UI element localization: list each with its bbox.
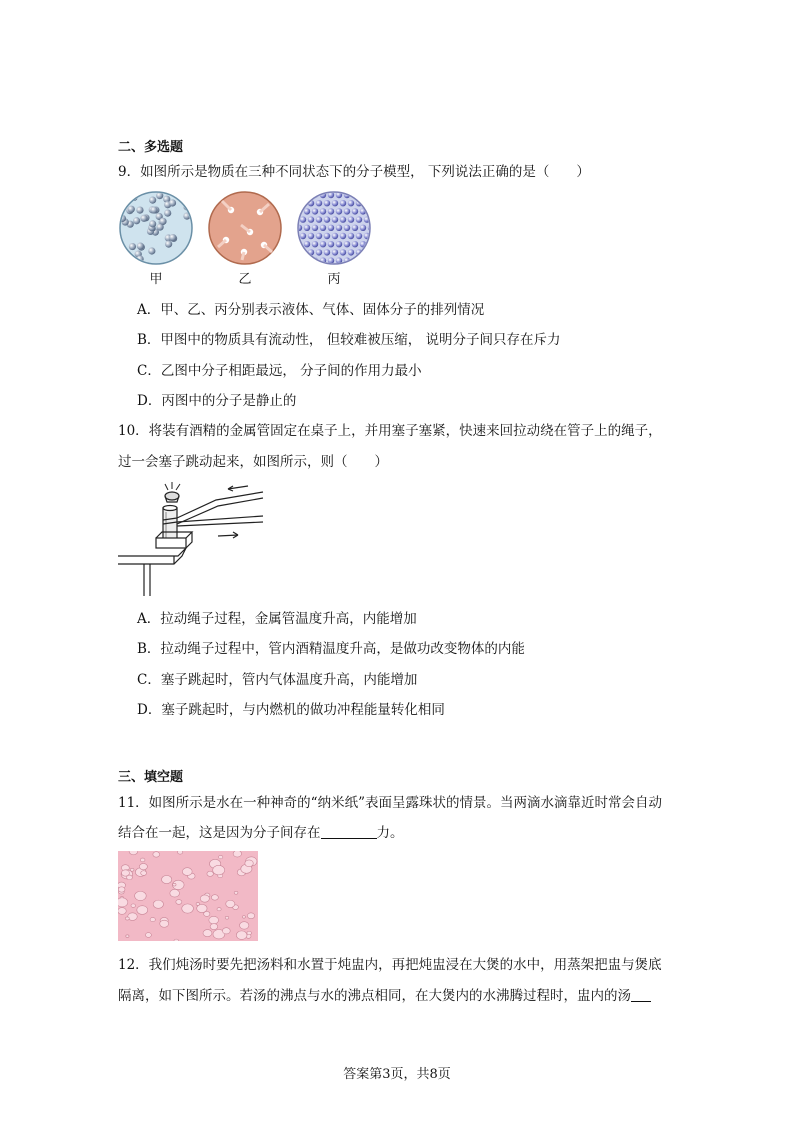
solid-model-circle [296, 192, 378, 264]
nano-paper-water-drops-photo [118, 851, 258, 941]
q9-option-b: B．甲图中的物质具有流动性， 但较难被压缩， 说明分子间只存在斥力 [137, 332, 561, 348]
section-title-fill-in: 三、填空题 [118, 770, 184, 785]
molecule-models-figure [114, 190, 384, 266]
q9-option-c: C．乙图中分子相距最远， 分子间的作用力最小 [137, 363, 422, 379]
question-10-stem-line1: 10．将装有酒精的金属管固定在桌子上，并用塞子塞紧，快速来回拉动绕在管子上的绳子， [118, 423, 662, 439]
question-10-stem-line2: 过一会塞子跳动起来，如图所示，则（ ） [118, 454, 388, 470]
q11-text-after: 力。 [376, 825, 404, 841]
section-title-multiple-choice: 二、多选题 [118, 140, 184, 155]
q12-answer-blank[interactable] [631, 987, 651, 1002]
q9-option-d: D．丙图中的分子是静止的 [137, 393, 297, 409]
page-footer: 答案第3页，共8页 [343, 1067, 451, 1082]
question-11-line2 [118, 818, 404, 848]
q12-text: 隔离，如下图所示。若汤的沸点与水的沸点相同，在大煲内的水沸腾过程时，盅内的汤 [118, 988, 631, 1004]
q11-text-before: 结合在一起，这是因为分子间存在 [118, 825, 321, 841]
question-12-line1: 12．我们炖汤时要先把汤料和水置于炖盅内，再把炖盅浸在大煲的水中，用蒸架把盅与煲底 [118, 957, 662, 973]
figure-label-bing: 丙 [327, 272, 341, 287]
figure-label-jia: 甲 [149, 272, 163, 287]
liquid-model-circle [119, 192, 192, 265]
q10-option-d: D．塞子跳起时，与内燃机的做功冲程能量转化相同 [137, 702, 445, 718]
q10-option-c: C．塞子跳起时，管内气体温度升高，内能增加 [137, 672, 418, 688]
metal-tube-apparatus-figure [118, 478, 278, 596]
question-9-stem: 9．如图所示是物质在三种不同状态下的分子模型， 下列说法正确的是（ ） [118, 164, 590, 180]
question-12-line2 [118, 981, 651, 1011]
figure-label-yi: 乙 [238, 272, 252, 287]
q9-option-a: A．甲、乙、丙分别表示液体、气体、固体分子的排列情况 [137, 302, 485, 318]
q10-option-b: B．拉动绳子过程中，管内酒精温度升高，是做功改变物体的内能 [137, 641, 525, 657]
question-11-line1: 11．如图所示是水在一种神奇的“纳米纸”表面呈露珠状的情景。当两滴水滴靠近时常会自动 [118, 795, 662, 811]
gas-model-circle [209, 192, 281, 264]
q11-answer-blank[interactable] [321, 824, 377, 839]
q10-option-a: A．拉动绳子过程，金属管温度升高，内能增加 [137, 611, 417, 627]
